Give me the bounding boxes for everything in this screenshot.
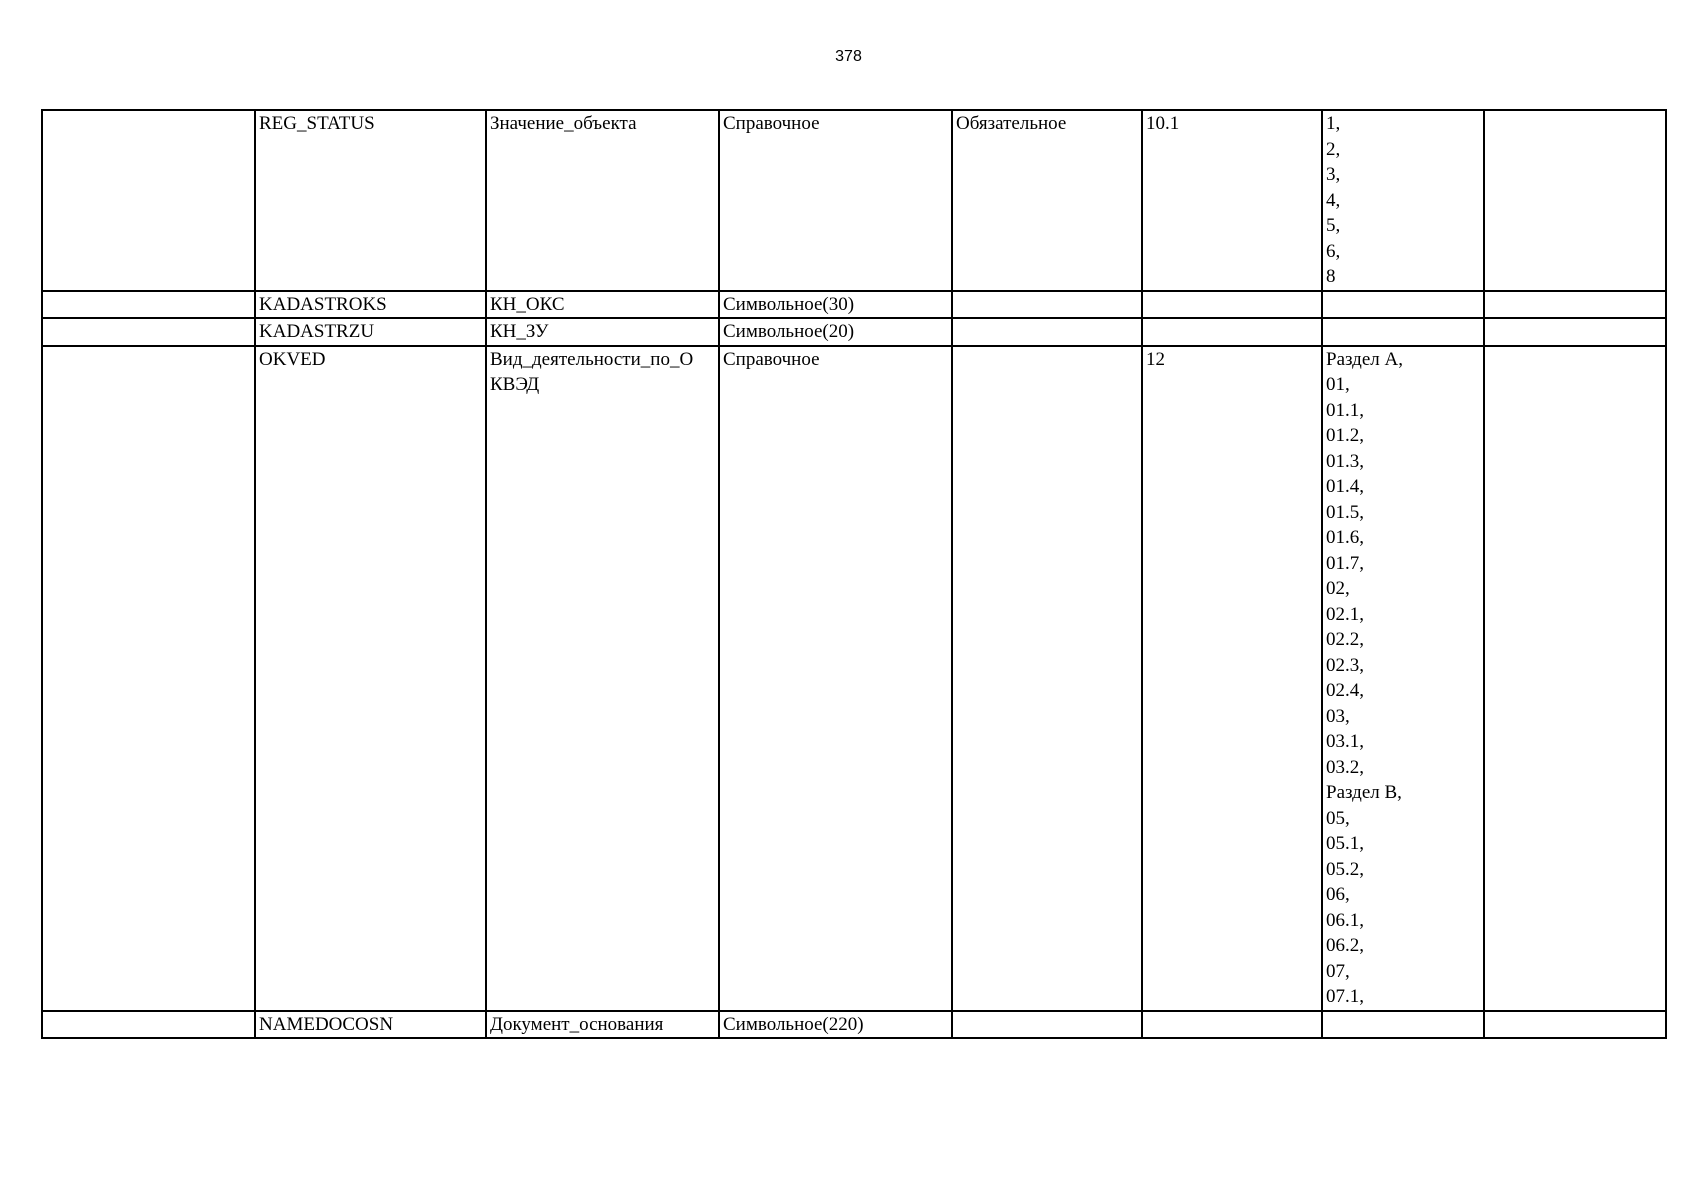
- value-item: 02.3,: [1326, 654, 1364, 676]
- value-item: 6,: [1326, 240, 1341, 262]
- cell-empty: [42, 291, 255, 319]
- cell-field-ref: [1142, 1011, 1322, 1039]
- value-item: 1,: [1326, 113, 1341, 134]
- value-item: 06.1,: [1326, 909, 1364, 931]
- cell-field-note: [1484, 1011, 1666, 1039]
- value-item: 07.1,: [1326, 986, 1364, 1007]
- attribute-table: [41, 109, 1667, 1039]
- cell-field-note: [1484, 318, 1666, 346]
- value-item: 02,: [1326, 578, 1350, 599]
- value-item: 01.1,: [1326, 399, 1364, 421]
- value-item: 05.1,: [1326, 833, 1364, 854]
- table-row: [42, 346, 1666, 1011]
- table-row: [42, 291, 1666, 319]
- cell-field-type: Символьное(20): [719, 318, 952, 346]
- cell-field-name: REG_STATUS: [255, 110, 486, 291]
- cell-field-label: Значение_объекта: [486, 110, 719, 291]
- cell-field-note: [1484, 291, 1666, 319]
- value-item: 07,: [1326, 960, 1350, 982]
- cell-field-values: [1322, 318, 1484, 346]
- table-row: [42, 318, 1666, 346]
- value-item: 01.7,: [1326, 552, 1364, 574]
- value-item: 02.2,: [1326, 629, 1364, 650]
- cell-field-values: [1322, 1011, 1484, 1039]
- cell-field-type: Справочное: [719, 346, 952, 1011]
- cell-field-required: Обязательное: [952, 110, 1142, 291]
- value-item: Раздел В,: [1326, 782, 1402, 803]
- cell-empty: [42, 318, 255, 346]
- cell-field-values: [1322, 291, 1484, 319]
- value-item: 01.4,: [1326, 476, 1364, 497]
- value-item: 02.4,: [1326, 680, 1364, 701]
- cell-field-ref: [1142, 318, 1322, 346]
- cell-field-required: [952, 1011, 1142, 1039]
- cell-empty: [42, 346, 255, 1011]
- cell-field-type: Справочное: [719, 110, 952, 291]
- value-item: 4,: [1326, 189, 1341, 211]
- cell-field-label: КН_ЗУ: [486, 318, 719, 346]
- cell-empty: [42, 110, 255, 291]
- value-item: 2,: [1326, 138, 1341, 160]
- cell-field-label: Документ_основания: [486, 1011, 719, 1039]
- cell-field-type: Символьное(220): [719, 1011, 952, 1039]
- cell-field-name: KADASTROKS: [255, 291, 486, 319]
- value-item: 3,: [1326, 164, 1341, 185]
- table-body: [42, 110, 1666, 1038]
- cell-field-required: [952, 318, 1142, 346]
- cell-field-label: КН_ОКС: [486, 291, 719, 319]
- cell-empty: [42, 1011, 255, 1039]
- value-item: 01.5,: [1326, 501, 1364, 523]
- page-number: 378: [835, 48, 862, 65]
- value-item: 03,: [1326, 705, 1350, 727]
- cell-field-ref: 10.1: [1142, 110, 1322, 291]
- value-item: 01.2,: [1326, 425, 1364, 446]
- cell-field-ref: 12: [1142, 346, 1322, 1011]
- cell-field-values: [1322, 346, 1484, 1011]
- value-item: 03.2,: [1326, 756, 1364, 778]
- cell-field-required: [952, 291, 1142, 319]
- cell-field-note: [1484, 110, 1666, 291]
- value-item: 01.6,: [1326, 527, 1364, 548]
- value-item: 8: [1326, 266, 1336, 287]
- cell-field-type: Символьное(30): [719, 291, 952, 319]
- values-list: [1326, 347, 1480, 1010]
- value-item: 03.1,: [1326, 731, 1364, 752]
- value-item: Раздел А,: [1326, 348, 1403, 370]
- cell-field-name: NAMEDOCOSN: [255, 1011, 486, 1039]
- value-item: 05,: [1326, 807, 1350, 829]
- cell-field-values: [1322, 110, 1484, 291]
- value-item: 01,: [1326, 374, 1350, 395]
- values-list: [1326, 111, 1480, 290]
- value-item: 5,: [1326, 215, 1341, 236]
- table-row: [42, 110, 1666, 291]
- value-item: 06,: [1326, 884, 1350, 905]
- value-item: 02.1,: [1326, 603, 1364, 625]
- cell-field-name: KADASTRZU: [255, 318, 486, 346]
- value-item: 05.2,: [1326, 858, 1364, 880]
- cell-field-required: [952, 346, 1142, 1011]
- cell-field-label: Вид_деятельности_по_О КВЭД: [486, 346, 719, 1011]
- cell-field-name: OKVED: [255, 346, 486, 1011]
- cell-field-note: [1484, 346, 1666, 1011]
- table-row: [42, 1011, 1666, 1039]
- value-item: 06.2,: [1326, 935, 1364, 956]
- value-item: 01.3,: [1326, 450, 1364, 472]
- cell-field-ref: [1142, 291, 1322, 319]
